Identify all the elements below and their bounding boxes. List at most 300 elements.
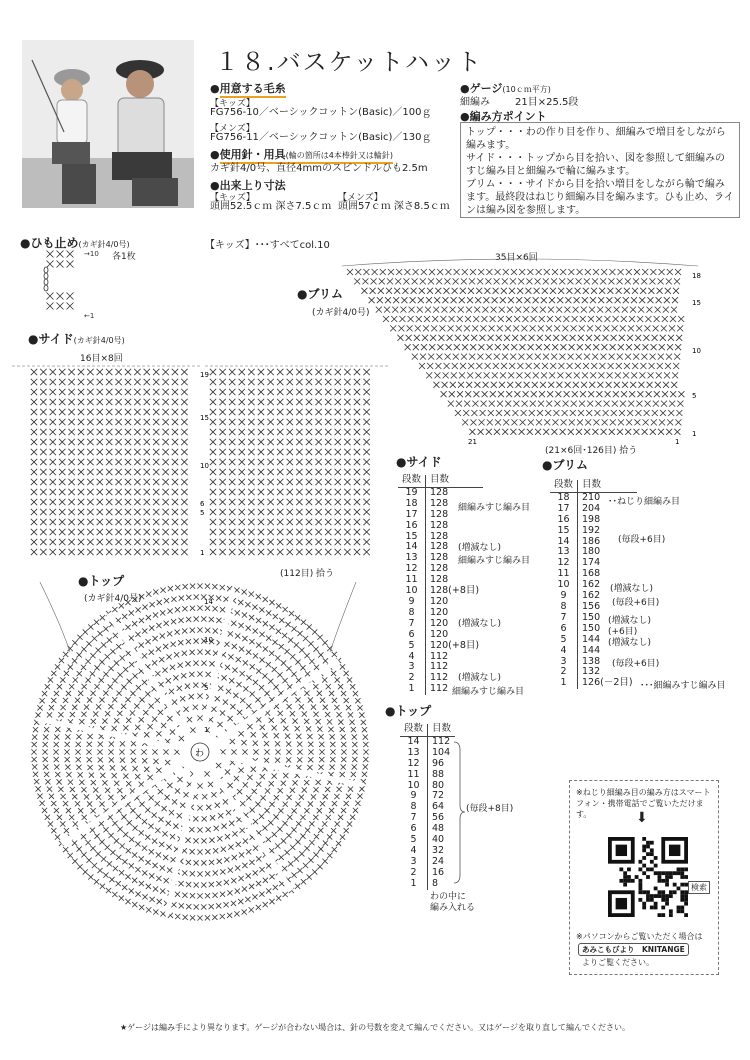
row-number: 9 <box>398 597 426 608</box>
brim-note-5: (増減なし) <box>608 616 652 626</box>
stitch-mark <box>277 439 283 445</box>
top-stitch <box>302 711 307 716</box>
stitch-mark <box>115 509 121 515</box>
stitch-mark <box>106 549 112 555</box>
top-stitch <box>231 901 236 906</box>
top-stitch <box>313 684 318 689</box>
stitch-mark <box>31 479 37 485</box>
side-note-1: 細編みすじ編み目 <box>458 503 531 513</box>
stitch-mark <box>50 459 56 465</box>
stitch-count: 120 <box>430 617 449 629</box>
top-table-title: ●トップ <box>385 704 432 718</box>
top-stitch <box>64 749 69 754</box>
stitch-mark <box>277 469 283 475</box>
stitch-mark <box>31 379 37 385</box>
brim-stitch <box>407 325 413 331</box>
top-stitch <box>304 808 309 813</box>
brim-stitch <box>572 316 578 322</box>
row-number: 13 <box>550 547 578 558</box>
top-table-brace <box>452 740 466 885</box>
top-stitch <box>300 815 305 820</box>
brim-stitch <box>578 410 584 416</box>
stitch-mark <box>153 399 159 405</box>
top-stitch <box>253 870 258 875</box>
brim-stitch <box>553 335 559 341</box>
stitch-mark <box>354 449 360 455</box>
top-stitch <box>272 832 277 837</box>
top-stitch <box>316 719 321 724</box>
top-stitch <box>118 827 123 832</box>
top-stitch <box>284 850 289 855</box>
top-stitch <box>139 881 144 886</box>
qr-module <box>650 867 654 871</box>
stitch-count: 96 <box>432 757 445 769</box>
top-stitch <box>228 783 233 788</box>
top-stitch <box>119 603 124 608</box>
brim-stitch <box>676 410 682 416</box>
brim-stitch <box>497 401 503 407</box>
top-stitch <box>102 718 107 723</box>
top-stitch <box>246 704 251 709</box>
stitch-mark <box>306 509 312 515</box>
top-stitch <box>296 734 301 739</box>
brim-stitch <box>673 363 679 369</box>
top-stitch <box>36 786 41 791</box>
top-stitch <box>266 610 271 615</box>
table-row <box>400 857 455 868</box>
qr-module <box>654 856 658 860</box>
top-stitch <box>352 742 357 747</box>
brim-stitch <box>572 391 578 397</box>
top-stitch <box>156 646 161 651</box>
qr-module <box>654 887 658 891</box>
top-stitch <box>294 856 299 861</box>
brim-stitch <box>543 278 549 284</box>
top-stitch <box>83 869 88 874</box>
stitch-mark <box>287 469 293 475</box>
top-stitch <box>282 633 287 638</box>
brim-stitch <box>355 269 361 275</box>
top-stitch <box>228 845 233 850</box>
brim-stitch <box>454 344 460 350</box>
brim-stitch <box>427 288 433 294</box>
stitch-mark <box>258 479 264 485</box>
top-stitch <box>327 853 332 858</box>
brim-stitch <box>513 325 519 331</box>
top-stitch <box>112 773 117 778</box>
brim-stitch <box>403 278 409 284</box>
top-stitch <box>33 772 38 777</box>
qr-module <box>627 867 631 871</box>
brim-stitch <box>606 382 612 388</box>
qr-module <box>638 879 642 883</box>
stitch-count: 128 <box>430 574 449 586</box>
stitch-mark <box>258 549 264 555</box>
stitch-mark <box>354 509 360 515</box>
top-stitch <box>317 808 322 813</box>
top-stitch <box>249 884 254 889</box>
top-stitch <box>212 893 217 898</box>
site-link[interactable]: あみこもびより KNITANGE <box>578 943 689 956</box>
top-stitch <box>100 884 105 889</box>
top-stitch <box>173 675 178 680</box>
stitch-mark <box>267 449 273 455</box>
brim-stitch <box>619 335 625 341</box>
brim-stitch <box>509 288 515 294</box>
top-stitch <box>109 757 114 762</box>
stitch-mark <box>306 539 312 545</box>
brim-stitch <box>614 382 620 388</box>
brim-stitch <box>477 278 483 284</box>
top-stitch <box>32 764 37 769</box>
brim-stitch <box>412 354 418 360</box>
brim-stitch <box>479 419 485 425</box>
stitch-mark <box>50 549 56 555</box>
stitch-mark <box>248 549 254 555</box>
row-number: 14 <box>550 537 578 548</box>
brim-stitch <box>417 307 423 313</box>
stitch-count: 120 <box>430 628 449 640</box>
brim-stitch <box>488 335 494 341</box>
top-stitch <box>32 742 37 747</box>
top-stitch <box>255 802 260 807</box>
stitch-mark <box>87 489 93 495</box>
qr-module <box>638 867 642 871</box>
top-stitch <box>148 824 153 829</box>
brim-stitch <box>502 429 508 435</box>
table-row <box>400 770 455 781</box>
brim-chart-label: ●ブリム <box>297 287 344 301</box>
top-stitch <box>224 642 229 647</box>
stitch-mark <box>239 499 245 505</box>
brim-stitch <box>621 316 627 322</box>
top-stitch <box>189 827 194 832</box>
brim-stitch <box>527 429 533 435</box>
top-stitch <box>123 725 128 730</box>
stitch-mark <box>181 379 187 385</box>
size-mens-label: 【メンズ】 <box>338 193 383 203</box>
qr-module <box>646 875 650 879</box>
stitch-mark <box>40 539 46 545</box>
brim-stitch <box>574 372 580 378</box>
brim-stitch <box>413 344 419 350</box>
stitch-mark <box>335 519 341 525</box>
row-number: 6 <box>550 624 578 635</box>
top-stitch <box>145 807 150 812</box>
top-stitch <box>183 707 188 712</box>
stitch-count: 162 <box>582 579 601 591</box>
brim-stitch <box>607 288 613 294</box>
stitch-mark <box>115 449 121 455</box>
top-stitch <box>109 877 114 882</box>
brim-stitch <box>536 269 542 275</box>
brim-stitch <box>425 307 431 313</box>
top-stitch <box>183 792 188 797</box>
top-stitch <box>139 856 144 861</box>
qr-code[interactable] <box>608 837 688 917</box>
top-stitch <box>122 614 127 619</box>
table-row <box>400 835 455 846</box>
brim-stitch <box>628 325 634 331</box>
qr-module <box>642 902 646 906</box>
stitch-mark <box>68 379 74 385</box>
top-stitch <box>205 849 210 854</box>
brim-stitch <box>478 344 484 350</box>
top-stitch <box>352 734 357 739</box>
top-stitch <box>171 619 176 624</box>
search-button[interactable]: 検索 <box>688 881 710 894</box>
stitch-mark <box>296 439 302 445</box>
top-stitch <box>276 629 281 634</box>
table-row <box>398 521 483 532</box>
brim-stitch <box>492 297 498 303</box>
top-stitch <box>123 774 128 779</box>
stitch-mark <box>162 529 168 535</box>
stitch-mark <box>363 549 369 555</box>
top-stitch <box>112 821 117 826</box>
stitch-count: 120(+8目) <box>430 639 480 651</box>
stitch-mark <box>31 439 37 445</box>
top-stitch <box>217 859 222 864</box>
stitch-mark <box>50 429 56 435</box>
top-stitch <box>193 838 198 843</box>
top-stitch <box>197 805 202 810</box>
stitch-mark <box>248 519 254 525</box>
top-stitch <box>209 904 214 909</box>
brim-stitch <box>442 297 448 303</box>
top-stitch <box>103 626 108 631</box>
stitch-mark <box>239 539 245 545</box>
stitch-mark <box>296 499 302 505</box>
top-stitch <box>323 705 328 710</box>
top-stitch <box>295 802 300 807</box>
side-chart-top-label: 16目×8回 <box>80 354 123 364</box>
top-stitch <box>96 851 101 856</box>
top-stitch <box>338 815 343 820</box>
stitch-mark <box>125 479 131 485</box>
top-stitch <box>171 642 176 647</box>
stitch-mark <box>162 439 168 445</box>
brim-stitch <box>644 325 650 331</box>
brim-stitch <box>678 316 684 322</box>
stitch-mark <box>144 439 150 445</box>
top-stitch <box>44 727 49 732</box>
top-stitch <box>186 639 191 644</box>
brim-stitch <box>626 269 632 275</box>
top-stitch <box>228 868 233 873</box>
top-stitch <box>169 689 174 694</box>
himo-chain <box>44 267 48 273</box>
top-stitch <box>157 899 162 904</box>
stitch-mark <box>354 499 360 505</box>
qr-module <box>677 906 681 910</box>
top-stitch <box>319 742 324 747</box>
stitch-mark <box>134 429 140 435</box>
top-stitch <box>149 650 154 655</box>
brim-stitch <box>370 288 376 294</box>
brim-stitch <box>492 372 498 378</box>
brim-stitch <box>567 363 573 369</box>
row-number: 1 <box>398 684 426 695</box>
stitch-mark <box>115 479 121 485</box>
brim-stitch <box>666 354 672 360</box>
brim-stitch <box>534 363 540 369</box>
brim-stitch <box>433 382 439 388</box>
stitch-mark <box>219 499 225 505</box>
qr-module <box>623 875 627 879</box>
top-stitch <box>106 888 111 893</box>
top-stitch <box>148 775 153 780</box>
top-stitch <box>247 775 252 780</box>
kids-all-note: 【キッズ】･･･すべてcol.10 <box>205 240 330 251</box>
stitch-mark <box>115 489 121 495</box>
stitch-mark <box>172 399 178 405</box>
brim-stitch <box>669 325 675 331</box>
top-stitch <box>112 892 117 897</box>
row-number: 11 <box>400 770 428 781</box>
top-stitch <box>357 705 362 710</box>
row-number: 2 <box>550 667 578 678</box>
row-number: 8 <box>400 802 428 813</box>
top-stitch <box>284 649 289 654</box>
brim-chart <box>320 258 720 448</box>
top-stitch <box>296 678 301 683</box>
brim-stitch <box>615 372 621 378</box>
brim-stitch <box>665 288 671 294</box>
top-stitch <box>105 711 110 716</box>
brim-stitch <box>544 344 550 350</box>
stitch-mark <box>335 459 341 465</box>
top-stitch <box>139 905 144 910</box>
top-bottom-2: 編み入れる <box>430 903 476 913</box>
brim-stitch <box>450 307 456 313</box>
brim-stitch <box>674 278 680 284</box>
top-stitch <box>266 863 271 868</box>
brim-stitch <box>641 354 647 360</box>
top-stitch <box>139 717 144 722</box>
top-stitch <box>66 772 71 777</box>
brim-stitch <box>517 288 523 294</box>
top-stitch <box>152 749 157 754</box>
brim-stitch <box>608 363 614 369</box>
brim-stitch <box>546 401 552 407</box>
brim-stitch <box>404 269 410 275</box>
top-stitch <box>145 860 150 865</box>
brim-stitch <box>535 278 541 284</box>
stitch-mark <box>125 429 131 435</box>
brim-stitch <box>467 372 473 378</box>
top-stitch <box>166 821 171 826</box>
brim-stitch <box>631 372 637 378</box>
top-stitch <box>362 727 367 732</box>
brim-stitch <box>584 278 590 284</box>
top-stitch <box>82 815 87 820</box>
qr-module <box>646 867 650 871</box>
stitch-mark <box>134 439 140 445</box>
top-stitch <box>292 626 297 631</box>
brim-stitch <box>545 335 551 341</box>
stitch-mark <box>153 389 159 395</box>
top-stitch <box>246 625 251 630</box>
top-stitch <box>272 725 277 730</box>
top-stitch <box>170 729 175 734</box>
brim-stitch <box>496 335 502 341</box>
brim-stitch <box>419 363 425 369</box>
top-stitch <box>119 749 124 754</box>
top-stitch <box>136 814 141 819</box>
top-stitch <box>201 904 206 909</box>
top-stitch <box>131 758 136 763</box>
stitch-mark <box>144 399 150 405</box>
top-stitch <box>283 892 288 897</box>
stitch-mark <box>172 479 178 485</box>
top-stitch <box>78 691 83 696</box>
top-stitch <box>185 684 190 689</box>
stitch-mark <box>258 489 264 495</box>
brim-note-8: (毎段+6目) <box>612 659 660 669</box>
top-stitch <box>216 881 221 886</box>
top-stitch <box>120 843 125 848</box>
top-stitch <box>314 665 319 670</box>
top-stitch <box>42 749 47 754</box>
top-stitch <box>132 902 137 907</box>
row-number: 19 <box>398 487 426 498</box>
brim-stitch <box>413 269 419 275</box>
brim-stitch <box>599 363 605 369</box>
top-stitch <box>269 651 274 656</box>
top-stitch <box>81 834 86 839</box>
top-stitch <box>292 808 297 813</box>
top-stitch <box>220 892 225 897</box>
stitch-mark <box>248 529 254 535</box>
top-stitch <box>330 742 335 747</box>
brim-stitch <box>575 288 581 294</box>
brim-stitch <box>656 297 662 303</box>
stitch-mark <box>134 459 140 465</box>
brim-stitch <box>547 391 553 397</box>
top-stitch <box>133 766 138 771</box>
stitch-mark <box>277 479 283 485</box>
stitch-mark <box>239 409 245 415</box>
table-row <box>400 879 455 890</box>
top-stitch <box>75 749 80 754</box>
stitch-mark <box>31 419 37 425</box>
top-stitch <box>177 686 182 691</box>
top-stitch <box>231 878 236 883</box>
brim-stitch <box>627 335 633 341</box>
top-stitch <box>53 749 58 754</box>
top-stitch <box>126 718 131 723</box>
stitch-count: 192 <box>582 524 601 536</box>
stitch-mark <box>344 519 350 525</box>
top-stitch <box>300 834 305 839</box>
top-stitch <box>150 897 155 902</box>
stitch-mark <box>125 459 131 465</box>
top-stitch <box>57 779 62 784</box>
top-stitch <box>58 787 63 792</box>
top-stitch <box>242 909 247 914</box>
brim-stitch <box>428 354 434 360</box>
stitch-mark <box>87 499 93 505</box>
stitch-mark <box>144 509 150 515</box>
top-stitch <box>197 849 202 854</box>
top-stitch <box>79 780 84 785</box>
top-stitch <box>108 749 113 754</box>
top-stitch <box>126 848 131 853</box>
stitch-mark <box>229 519 235 525</box>
brim-stitch <box>656 372 662 378</box>
stitch-mark <box>277 429 283 435</box>
